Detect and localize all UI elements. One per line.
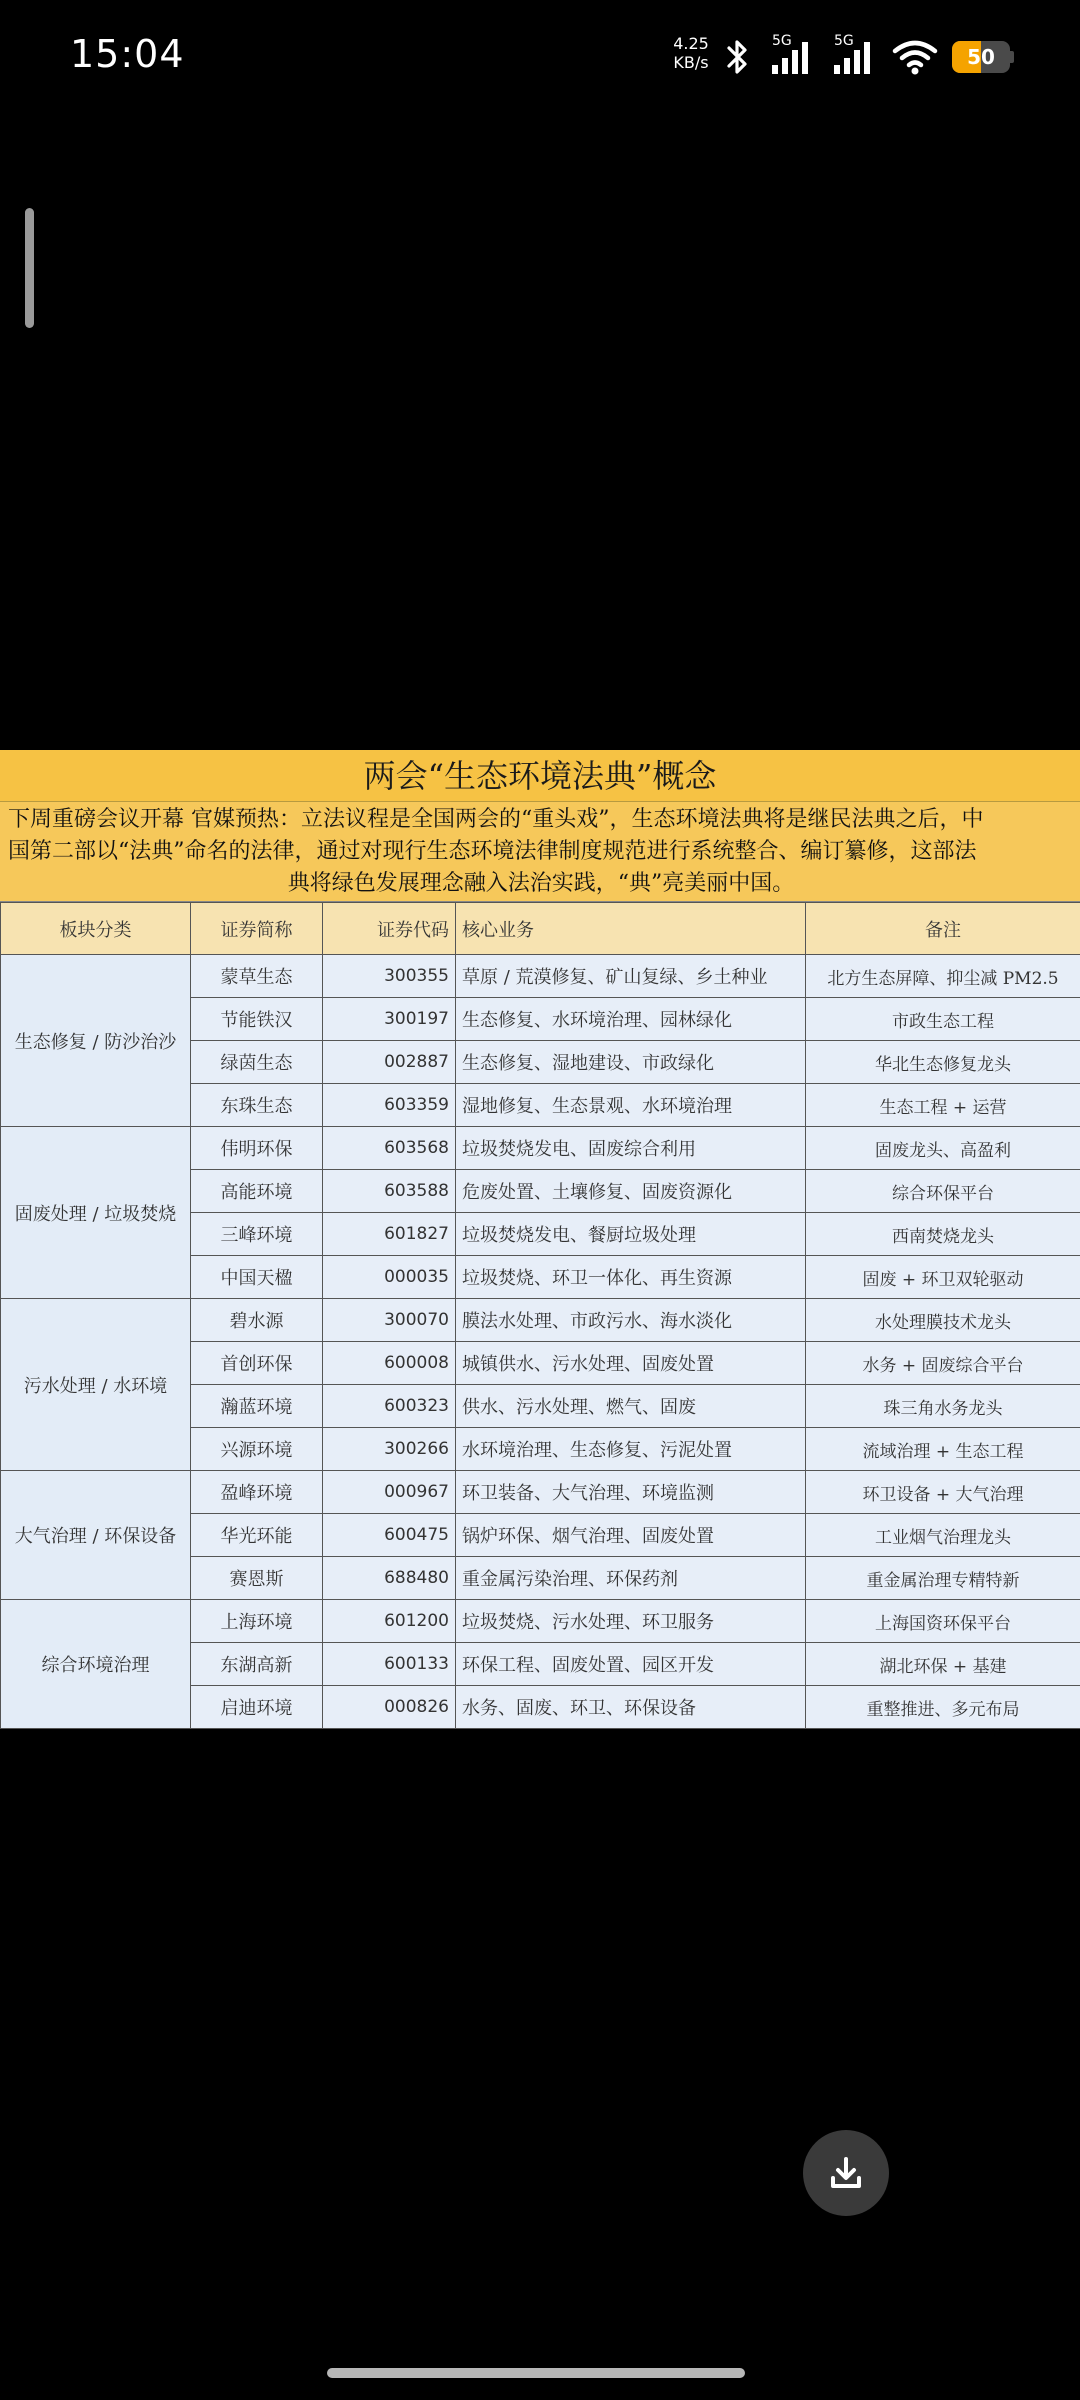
stock-code-cell: 603588 [323,1170,456,1213]
stock-name-cell: 兴源环境 [191,1428,323,1471]
category-cell: 固废处理 / 垃圾焚烧 [1,1127,191,1299]
stock-code-cell: 000967 [323,1471,456,1514]
stock-code-cell: 600475 [323,1514,456,1557]
note-cell: 工业烟气治理龙头 [806,1514,1080,1557]
business-cell: 垃圾焚烧、环卫一体化、再生资源 [456,1256,806,1299]
stock-name-cell: 碧水源 [191,1299,323,1342]
stock-code-cell: 002887 [323,1041,456,1084]
stock-code-cell: 300197 [323,998,456,1041]
business-cell: 垃圾焚烧、污水处理、环卫服务 [456,1600,806,1643]
business-cell: 环保工程、固废处置、园区开发 [456,1643,806,1686]
stock-code-cell: 688480 [323,1557,456,1600]
stock-name-cell: 三峰环境 [191,1213,323,1256]
business-cell: 水务、固废、环卫、环保设备 [456,1686,806,1729]
table-row [1,955,1080,998]
business-cell: 重金属污染治理、环保药剂 [456,1557,806,1600]
stock-code-cell: 000035 [323,1256,456,1299]
business-cell: 湿地修复、生态景观、水环境治理 [456,1084,806,1127]
stock-name-cell: 绿茵生态 [191,1041,323,1084]
category-cell: 污水处理 / 水环境 [1,1299,191,1471]
stock-name-cell: 节能铁汉 [191,998,323,1041]
header-category: 板块分类 [1,903,191,955]
note-cell: 重整推进、多元布局 [806,1686,1080,1729]
network-speed [668,34,714,72]
battery-icon [952,41,1014,73]
signal-2-label: 5G [834,33,854,49]
stock-code-cell: 000826 [323,1686,456,1729]
stock-name-cell: 东珠生态 [191,1084,323,1127]
note-cell: 华北生态修复龙头 [806,1041,1080,1084]
business-cell: 生态修复、湿地建设、市政绿化 [456,1041,806,1084]
business-cell: 膜法水处理、市政污水、海水淡化 [456,1299,806,1342]
network-speed-value: 4.25 [673,34,709,53]
business-cell: 生态修复、水环境治理、园林绿化 [456,998,806,1041]
stock-name-cell: 东湖高新 [191,1643,323,1686]
stock-code-cell: 600133 [323,1643,456,1686]
business-cell: 垃圾焚烧发电、餐厨垃圾处理 [456,1213,806,1256]
table-header-row [1,903,1080,955]
document-title: 两会“生态环境法典”概念 [0,750,1080,802]
stock-name-cell: 瀚蓝环境 [191,1385,323,1428]
stock-name-cell: 中国天楹 [191,1256,323,1299]
note-cell: 水处理膜技术龙头 [806,1299,1080,1342]
stock-name-cell: 盈峰环境 [191,1471,323,1514]
table-row [1,1299,1080,1342]
stock-name-cell: 蒙草生态 [191,955,323,998]
stock-name-cell: 首创环保 [191,1342,323,1385]
header-note: 备注 [806,903,1080,955]
header-business: 核心业务 [456,903,806,955]
stock-code-cell: 600008 [323,1342,456,1385]
category-cell: 综合环境治理 [1,1600,191,1729]
note-cell: 流域治理 + 生态工程 [806,1428,1080,1471]
stock-code-cell: 600323 [323,1385,456,1428]
business-cell: 环卫装备、大气治理、环境监测 [456,1471,806,1514]
home-indicator[interactable] [327,2368,745,2378]
table-row [1,1471,1080,1514]
note-cell: 固废龙头、高盈利 [806,1127,1080,1170]
stock-code-cell: 300355 [323,955,456,998]
category-cell: 大气治理 / 环保设备 [1,1471,191,1600]
note-cell: 重金属治理专精特新 [806,1557,1080,1600]
cellular-signal-1-icon [768,33,816,77]
table-row [1,1127,1080,1170]
table-row [1,1600,1080,1643]
header-name: 证券简称 [191,903,323,955]
business-cell: 锅炉环保、烟气治理、固废处置 [456,1514,806,1557]
wifi-icon [892,37,938,77]
business-cell: 城镇供水、污水处理、固废处置 [456,1342,806,1385]
business-cell: 水环境治理、生态修复、污泥处置 [456,1428,806,1471]
battery-level: 50 [967,45,995,69]
stock-name-cell: 高能环境 [191,1170,323,1213]
stock-code-cell: 300070 [323,1299,456,1342]
stock-code-cell: 603359 [323,1084,456,1127]
stock-table [0,902,1080,1729]
note-cell: 珠三角水务龙头 [806,1385,1080,1428]
stock-name-cell: 华光环能 [191,1514,323,1557]
stock-code-cell: 300266 [323,1428,456,1471]
stock-code-cell: 603568 [323,1127,456,1170]
note-cell: 水务 + 固废综合平台 [806,1342,1080,1385]
intro-line: 国第二部以“法典”命名的法律，通过对现行生态环境法律制度规范进行系统整合、编订纂修，这部法 [8,839,977,864]
signal-1-label: 5G [772,33,792,49]
cellular-signal-2-icon [830,33,878,77]
intro-line: 下周重磅会议开幕 官媒预热：立法议程是全国两会的“重头戏”，生态环境法典将是继民法典之后，中 [8,807,984,832]
note-cell: 西南焚烧龙头 [806,1213,1080,1256]
business-cell: 供水、污水处理、燃气、固废 [456,1385,806,1428]
header-code: 证券代码 [323,903,456,955]
stock-name-cell: 启迪环境 [191,1686,323,1729]
network-speed-unit: KB/s [673,53,709,72]
note-cell: 市政生态工程 [806,998,1080,1041]
stock-name-cell: 伟明环保 [191,1127,323,1170]
download-icon [826,2153,866,2193]
status-bar [0,0,1080,110]
scroll-handle[interactable] [25,208,34,328]
stock-code-cell: 601827 [323,1213,456,1256]
clock: 15:04 [70,32,185,76]
category-cell: 生态修复 / 防沙治沙 [1,955,191,1127]
note-cell: 固废 + 环卫双轮驱动 [806,1256,1080,1299]
note-cell: 北方生态屏障、抑尘减 PM2.5 [806,955,1080,998]
note-cell: 湖北环保 + 基建 [806,1643,1080,1686]
business-cell: 垃圾焚烧发电、固废综合利用 [456,1127,806,1170]
note-cell: 生态工程 + 运营 [806,1084,1080,1127]
document-intro [0,802,1080,902]
note-cell: 环卫设备 + 大气治理 [806,1471,1080,1514]
stock-name-cell: 赛恩斯 [191,1557,323,1600]
business-cell: 草原 / 荒漠修复、矿山复绿、乡土种业 [456,955,806,998]
note-cell: 综合环保平台 [806,1170,1080,1213]
stock-code-cell: 601200 [323,1600,456,1643]
bluetooth-icon [720,37,754,77]
document-image [0,750,1080,1722]
intro-line: 典将绿色发展理念融入法治实践，“典”亮美丽中国。 [287,871,795,896]
download-button[interactable] [803,2130,889,2216]
stock-name-cell: 上海环境 [191,1600,323,1643]
note-cell: 上海国资环保平台 [806,1600,1080,1643]
business-cell: 危废处置、土壤修复、固废资源化 [456,1170,806,1213]
